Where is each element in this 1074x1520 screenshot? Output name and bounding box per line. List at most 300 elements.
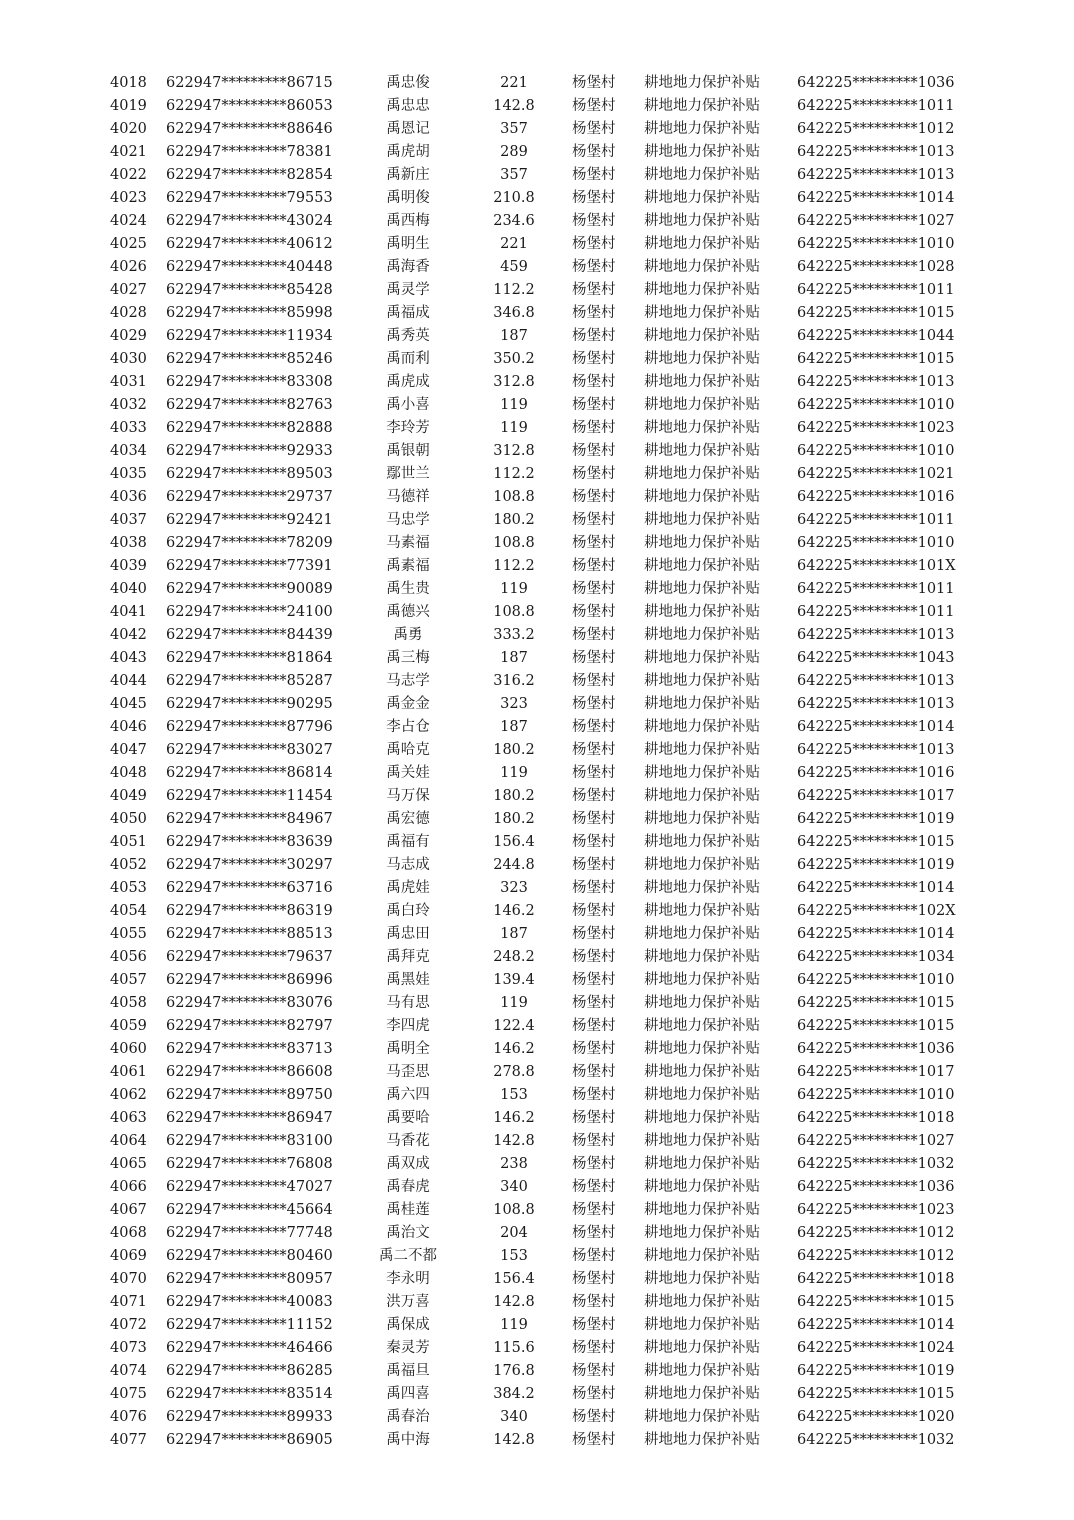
subsidy-amount: 187 [500,328,528,344]
subsidy-type: 耕地地力保护补贴 [644,1317,760,1333]
village-name: 杨堡村 [572,374,616,390]
village-name: 杨堡村 [572,765,616,781]
bank-account: 622947*********86715 [166,75,333,91]
village-name: 杨堡村 [572,75,616,91]
subsidy-type: 耕地地力保护补贴 [644,1156,760,1172]
id-number: 642225*********1010 [797,972,955,988]
bank-account: 622947*********87796 [166,719,333,735]
subsidy-amount: 459 [500,259,528,275]
bank-account: 622947*********86996 [166,972,333,988]
table-row [0,785,1074,808]
recipient-name: 禹春虎 [386,1179,430,1195]
recipient-name: 禹白玲 [386,903,430,919]
village-name: 杨堡村 [572,466,616,482]
bank-account: 622947*********43024 [166,213,333,229]
id-number: 642225*********1011 [797,581,955,597]
id-number: 642225*********1012 [797,1225,955,1241]
table-row [0,555,1074,578]
subsidy-amount: 146.2 [493,903,535,919]
subsidy-amount: 221 [500,236,528,252]
bank-account: 622947*********86285 [166,1363,333,1379]
bank-account: 622947*********83076 [166,995,333,1011]
subsidy-type: 耕地地力保护补贴 [644,489,760,505]
table-row [0,739,1074,762]
id-number: 642225*********1010 [797,443,955,459]
village-name: 杨堡村 [572,604,616,620]
recipient-name: 禹关娃 [386,765,430,781]
village-name: 杨堡村 [572,696,616,712]
subsidy-type: 耕地地力保护补贴 [644,121,760,137]
subsidy-amount: 142.8 [493,98,535,114]
recipient-name: 禹生贵 [386,581,430,597]
id-number: 642225*********102X [797,903,956,919]
subsidy-type: 耕地地力保护补贴 [644,512,760,528]
sequence-number: 4025 [110,236,147,252]
recipient-name: 禹明生 [386,236,430,252]
recipient-name: 马志学 [386,673,430,689]
village-name: 杨堡村 [572,535,616,551]
table-row [0,670,1074,693]
sequence-number: 4037 [110,512,147,528]
subsidy-table [0,72,1074,1452]
table-row [0,509,1074,532]
table-row [0,72,1074,95]
subsidy-amount: 108.8 [493,604,535,620]
sequence-number: 4056 [110,949,147,965]
sequence-number: 4022 [110,167,147,183]
subsidy-type: 耕地地力保护补贴 [644,397,760,413]
table-row [0,325,1074,348]
subsidy-type: 耕地地力保护补贴 [644,972,760,988]
village-name: 杨堡村 [572,1386,616,1402]
recipient-name: 禹忠俊 [386,75,430,91]
recipient-name: 禹西梅 [386,213,430,229]
table-row [0,831,1074,854]
bank-account: 622947*********85428 [166,282,333,298]
sequence-number: 4021 [110,144,147,160]
subsidy-type: 耕地地力保护补贴 [644,305,760,321]
id-number: 642225*********1023 [797,420,955,436]
sequence-number: 4076 [110,1409,147,1425]
subsidy-amount: 316.2 [493,673,535,689]
subsidy-type: 耕地地力保护补贴 [644,581,760,597]
bank-account: 622947*********83639 [166,834,333,850]
sequence-number: 4063 [110,1110,147,1126]
subsidy-type: 耕地地力保护补贴 [644,1271,760,1287]
subsidy-type: 耕地地力保护补贴 [644,1133,760,1149]
bank-account: 622947*********11152 [166,1317,333,1333]
bank-account: 622947*********29737 [166,489,333,505]
id-number: 642225*********1013 [797,374,955,390]
subsidy-type: 耕地地力保护补贴 [644,1386,760,1402]
bank-account: 622947*********76808 [166,1156,333,1172]
sequence-number: 4023 [110,190,147,206]
subsidy-type: 耕地地力保护补贴 [644,351,760,367]
subsidy-amount: 156.4 [493,1271,535,1287]
subsidy-type: 耕地地力保护补贴 [644,1225,760,1241]
id-number: 642225*********1010 [797,535,955,551]
subsidy-type: 耕地地力保护补贴 [644,834,760,850]
bank-account: 622947*********86814 [166,765,333,781]
bank-account: 622947*********79637 [166,949,333,965]
recipient-name: 禹秀英 [386,328,430,344]
subsidy-type: 耕地地力保护补贴 [644,259,760,275]
village-name: 杨堡村 [572,236,616,252]
village-name: 杨堡村 [572,1248,616,1264]
recipient-name: 禹恩记 [386,121,430,137]
bank-account: 622947*********86905 [166,1432,333,1448]
sequence-number: 4060 [110,1041,147,1057]
id-number: 642225*********1014 [797,880,955,896]
id-number: 642225*********1034 [797,949,955,965]
subsidy-type: 耕地地力保护补贴 [644,1409,760,1425]
village-name: 杨堡村 [572,489,616,505]
id-number: 642225*********1043 [797,650,955,666]
bank-account: 622947*********79553 [166,190,333,206]
table-row [0,1268,1074,1291]
sequence-number: 4077 [110,1432,147,1448]
recipient-name: 禹明俊 [386,190,430,206]
bank-account: 622947*********90295 [166,696,333,712]
table-row [0,141,1074,164]
subsidy-type: 耕地地力保护补贴 [644,696,760,712]
subsidy-type: 耕地地力保护补贴 [644,673,760,689]
table-row [0,210,1074,233]
subsidy-amount: 180.2 [493,788,535,804]
recipient-name: 禹虎胡 [386,144,430,160]
subsidy-type: 耕地地力保护补贴 [644,1432,760,1448]
sequence-number: 4046 [110,719,147,735]
recipient-name: 马志成 [386,857,430,873]
recipient-name: 禹新庄 [386,167,430,183]
subsidy-amount: 248.2 [493,949,535,965]
sequence-number: 4043 [110,650,147,666]
bank-account: 622947*********77748 [166,1225,333,1241]
id-number: 642225*********1018 [797,1271,955,1287]
bank-account: 622947*********88646 [166,121,333,137]
subsidy-type: 耕地地力保护补贴 [644,236,760,252]
bank-account: 622947*********89750 [166,1087,333,1103]
subsidy-amount: 112.2 [493,558,535,574]
id-number: 642225*********1036 [797,1041,955,1057]
subsidy-type: 耕地地力保护补贴 [644,1087,760,1103]
table-row [0,233,1074,256]
sequence-number: 4053 [110,880,147,896]
sequence-number: 4042 [110,627,147,643]
village-name: 杨堡村 [572,558,616,574]
id-number: 642225*********1019 [797,857,955,873]
subsidy-amount: 221 [500,75,528,91]
village-name: 杨堡村 [572,351,616,367]
subsidy-amount: 278.8 [493,1064,535,1080]
sequence-number: 4068 [110,1225,147,1241]
subsidy-type: 耕地地力保护补贴 [644,1248,760,1264]
table-row [0,923,1074,946]
recipient-name: 禹银朝 [386,443,430,459]
sequence-number: 4044 [110,673,147,689]
sequence-number: 4027 [110,282,147,298]
sequence-number: 4028 [110,305,147,321]
recipient-name: 禹海香 [386,259,430,275]
sequence-number: 4054 [110,903,147,919]
subsidy-amount: 142.8 [493,1294,535,1310]
subsidy-amount: 357 [500,167,528,183]
id-number: 642225*********1015 [797,1386,955,1402]
subsidy-type: 耕地地力保护补贴 [644,1064,760,1080]
subsidy-amount: 187 [500,650,528,666]
subsidy-type: 耕地地力保护补贴 [644,98,760,114]
subsidy-amount: 187 [500,926,528,942]
subsidy-amount: 146.2 [493,1110,535,1126]
subsidy-amount: 153 [500,1087,528,1103]
id-number: 642225*********1020 [797,1409,955,1425]
bank-account: 622947*********11454 [166,788,333,804]
id-number: 642225*********1013 [797,696,955,712]
subsidy-amount: 312.8 [493,374,535,390]
bank-account: 622947*********92421 [166,512,333,528]
bank-account: 622947*********82854 [166,167,333,183]
bank-account: 622947*********40612 [166,236,333,252]
id-number: 642225*********1019 [797,811,955,827]
sequence-number: 4041 [110,604,147,620]
village-name: 杨堡村 [572,949,616,965]
id-number: 642225*********1014 [797,719,955,735]
sequence-number: 4045 [110,696,147,712]
id-number: 642225*********1012 [797,1248,955,1264]
bank-account: 622947*********90089 [166,581,333,597]
subsidy-type: 耕地地力保护补贴 [644,190,760,206]
village-name: 杨堡村 [572,719,616,735]
sequence-number: 4032 [110,397,147,413]
sequence-number: 4075 [110,1386,147,1402]
sequence-number: 4052 [110,857,147,873]
id-number: 642225*********1010 [797,236,955,252]
subsidy-amount: 142.8 [493,1133,535,1149]
table-row [0,164,1074,187]
village-name: 杨堡村 [572,1179,616,1195]
subsidy-amount: 139.4 [493,972,535,988]
village-name: 杨堡村 [572,420,616,436]
subsidy-amount: 119 [500,420,528,436]
sequence-number: 4039 [110,558,147,574]
table-row [0,969,1074,992]
table-row [0,394,1074,417]
bank-account: 622947*********82763 [166,397,333,413]
id-number: 642225*********1014 [797,190,955,206]
bank-account: 622947*********81864 [166,650,333,666]
subsidy-type: 耕地地力保护补贴 [644,1110,760,1126]
sequence-number: 4058 [110,995,147,1011]
bank-account: 622947*********47027 [166,1179,333,1195]
id-number: 642225*********1023 [797,1202,955,1218]
sequence-number: 4019 [110,98,147,114]
subsidy-amount: 238 [500,1156,528,1172]
sequence-number: 4067 [110,1202,147,1218]
table-row [0,762,1074,785]
recipient-name: 禹德兴 [386,604,430,620]
bank-account: 622947*********92933 [166,443,333,459]
village-name: 杨堡村 [572,121,616,137]
village-name: 杨堡村 [572,1340,616,1356]
village-name: 杨堡村 [572,190,616,206]
sequence-number: 4030 [110,351,147,367]
id-number: 642225*********1014 [797,926,955,942]
id-number: 642225*********1011 [797,604,955,620]
village-name: 杨堡村 [572,1110,616,1126]
subsidy-type: 耕地地力保护补贴 [644,995,760,1011]
id-number: 642225*********1036 [797,75,955,91]
table-row [0,1038,1074,1061]
village-name: 杨堡村 [572,995,616,1011]
village-name: 杨堡村 [572,397,616,413]
recipient-name: 禹哈克 [386,742,430,758]
table-row [0,1383,1074,1406]
sequence-number: 4072 [110,1317,147,1333]
village-name: 杨堡村 [572,650,616,666]
subsidy-amount: 340 [500,1409,528,1425]
id-number: 642225*********1015 [797,351,955,367]
bank-account: 622947*********24100 [166,604,333,620]
subsidy-amount: 350.2 [493,351,535,367]
recipient-name: 鄢世兰 [386,466,430,482]
subsidy-amount: 119 [500,581,528,597]
village-name: 杨堡村 [572,1294,616,1310]
recipient-name: 禹虎娃 [386,880,430,896]
recipient-name: 禹福有 [386,834,430,850]
village-name: 杨堡村 [572,1317,616,1333]
village-name: 杨堡村 [572,581,616,597]
table-row [0,279,1074,302]
subsidy-type: 耕地地力保护补贴 [644,1202,760,1218]
bank-account: 622947*********86608 [166,1064,333,1080]
id-number: 642225*********1024 [797,1340,955,1356]
id-number: 642225*********1011 [797,282,955,298]
bank-account: 622947*********30297 [166,857,333,873]
subsidy-amount: 187 [500,719,528,735]
sequence-number: 4029 [110,328,147,344]
subsidy-amount: 204 [500,1225,528,1241]
sequence-number: 4049 [110,788,147,804]
sequence-number: 4031 [110,374,147,390]
sequence-number: 4069 [110,1248,147,1264]
recipient-name: 李占仓 [386,719,430,735]
id-number: 642225*********101X [797,558,956,574]
recipient-name: 李四虎 [386,1018,430,1034]
subsidy-amount: 333.2 [493,627,535,643]
subsidy-type: 耕地地力保护补贴 [644,167,760,183]
subsidy-amount: 142.8 [493,1432,535,1448]
village-name: 杨堡村 [572,1432,616,1448]
recipient-name: 禹黑娃 [386,972,430,988]
table-row [0,601,1074,624]
id-number: 642225*********1032 [797,1156,955,1172]
bank-account: 622947*********78209 [166,535,333,551]
bank-account: 622947*********80957 [166,1271,333,1287]
subsidy-type: 耕地地力保护补贴 [644,558,760,574]
subsidy-amount: 108.8 [493,489,535,505]
subsidy-type: 耕地地力保护补贴 [644,604,760,620]
recipient-name: 禹三梅 [386,650,430,666]
table-row [0,187,1074,210]
recipient-name: 禹勇 [393,627,423,643]
subsidy-type: 耕地地力保护补贴 [644,857,760,873]
subsidy-type: 耕地地力保护补贴 [644,765,760,781]
recipient-name: 禹素福 [386,558,430,574]
bank-account: 622947*********83027 [166,742,333,758]
subsidy-amount: 244.8 [493,857,535,873]
sequence-number: 4047 [110,742,147,758]
table-row [0,578,1074,601]
table-row [0,1107,1074,1130]
recipient-name: 马德祥 [386,489,430,505]
table-row [0,1429,1074,1452]
id-number: 642225*********1015 [797,995,955,1011]
bank-account: 622947*********80460 [166,1248,333,1264]
village-name: 杨堡村 [572,144,616,160]
subsidy-amount: 176.8 [493,1363,535,1379]
recipient-name: 禹六四 [386,1087,430,1103]
table-row [0,1222,1074,1245]
table-row [0,1314,1074,1337]
subsidy-amount: 346.8 [493,305,535,321]
bank-account: 622947*********40448 [166,259,333,275]
sequence-number: 4026 [110,259,147,275]
table-row [0,1061,1074,1084]
id-number: 642225*********1016 [797,489,955,505]
subsidy-type: 耕地地力保护补贴 [644,788,760,804]
subsidy-type: 耕地地力保护补贴 [644,650,760,666]
table-row [0,1291,1074,1314]
village-name: 杨堡村 [572,328,616,344]
recipient-name: 禹拜克 [386,949,430,965]
subsidy-type: 耕地地力保护补贴 [644,374,760,390]
id-number: 642225*********1028 [797,259,955,275]
subsidy-type: 耕地地力保护补贴 [644,949,760,965]
subsidy-type: 耕地地力保护补贴 [644,1041,760,1057]
recipient-name: 禹桂莲 [386,1202,430,1218]
village-name: 杨堡村 [572,1064,616,1080]
recipient-name: 马有思 [386,995,430,1011]
bank-account: 622947*********86053 [166,98,333,114]
table-row [0,1406,1074,1429]
bank-account: 622947*********86319 [166,903,333,919]
village-name: 杨堡村 [572,811,616,827]
recipient-name: 李永明 [386,1271,430,1287]
id-number: 642225*********1013 [797,144,955,160]
id-number: 642225*********1015 [797,1294,955,1310]
id-number: 642225*********1011 [797,98,955,114]
table-row [0,693,1074,716]
subsidy-amount: 180.2 [493,742,535,758]
id-number: 642225*********1016 [797,765,955,781]
sequence-number: 4051 [110,834,147,850]
bank-account: 622947*********89933 [166,1409,333,1425]
table-row [0,946,1074,969]
table-row [0,1015,1074,1038]
subsidy-type: 耕地地力保护补贴 [644,742,760,758]
sequence-number: 4048 [110,765,147,781]
bank-account: 622947*********83100 [166,1133,333,1149]
subsidy-amount: 112.2 [493,282,535,298]
id-number: 642225*********1010 [797,1087,955,1103]
village-name: 杨堡村 [572,1156,616,1172]
table-row [0,877,1074,900]
recipient-name: 马忠学 [386,512,430,528]
subsidy-amount: 323 [500,696,528,712]
recipient-name: 秦灵芳 [386,1340,430,1356]
subsidy-amount: 357 [500,121,528,137]
subsidy-type: 耕地地力保护补贴 [644,466,760,482]
